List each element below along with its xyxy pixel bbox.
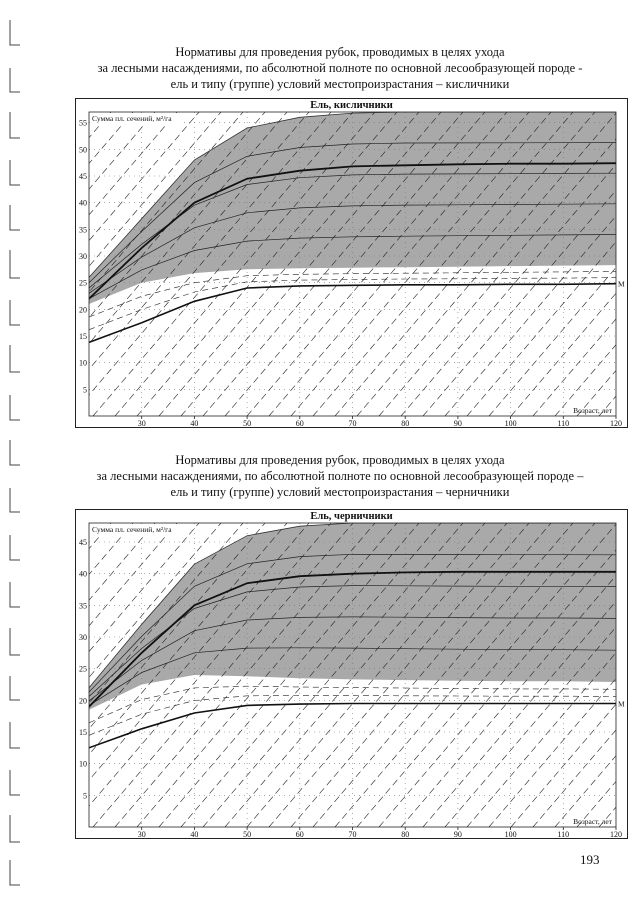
chart-spruce-oxalis xyxy=(75,98,628,428)
x-tick-label: 110 xyxy=(557,419,570,428)
binder-edge-marks-drawing xyxy=(0,0,30,905)
x-tick-label: 80 xyxy=(401,830,410,839)
chart-svg xyxy=(75,98,628,428)
x-tick-label: 30 xyxy=(137,830,146,839)
x-tick-label: 120 xyxy=(610,830,622,839)
y-tick-label: 10 xyxy=(79,358,87,368)
x-tick-label: 60 xyxy=(295,419,304,428)
y-tick-label: 5 xyxy=(83,385,87,395)
series-minimum-line xyxy=(89,704,616,748)
chart-heading-2 xyxy=(60,452,620,500)
x-tick-label: 70 xyxy=(348,419,357,428)
y-axis-label: Сумма пл. сечений, м²/га xyxy=(92,114,172,123)
y-tick-label: 50 xyxy=(79,145,87,155)
x-axis-label: Возраст, лет xyxy=(573,406,612,415)
x-tick-label: 50 xyxy=(243,419,252,428)
plot-area xyxy=(75,523,628,827)
heading-line: за лесными насаждениями, по абсолютной полноте по основной лесообразующей породе - xyxy=(97,61,583,75)
y-tick-label: 45 xyxy=(79,172,87,181)
x-tick-label: 100 xyxy=(504,419,517,428)
y-tick-label: 25 xyxy=(79,278,87,288)
chart-heading-1 xyxy=(60,44,620,92)
heading-line: ель и типу (группе) условий местопроизрастания – черничники xyxy=(170,485,510,499)
y-tick-label: 35 xyxy=(79,601,87,611)
x-tick-label: 80 xyxy=(401,419,410,428)
curve-end-label: M xyxy=(618,279,625,289)
y-tick-label: 10 xyxy=(79,759,87,769)
y-tick-label: 15 xyxy=(79,332,87,341)
page-number: 193 xyxy=(580,852,600,867)
x-axis-label: Возраст, лет xyxy=(573,817,612,826)
y-axis-label: Сумма пл. сечений, м²/га xyxy=(92,525,172,534)
y-tick-label: 35 xyxy=(79,225,87,235)
heading-line: ель и типу (группе) условий местопроизрастания – кисличники xyxy=(170,77,510,91)
x-tick-label: 90 xyxy=(453,419,462,428)
y-tick-label: 5 xyxy=(83,791,87,801)
x-tick-label: 70 xyxy=(348,830,357,839)
x-tick-label: 90 xyxy=(453,830,462,839)
y-tick-label: 40 xyxy=(79,198,87,208)
binder-edge-marks xyxy=(0,0,30,905)
x-tick-label: 50 xyxy=(243,830,252,839)
curve-end-label: M xyxy=(618,699,625,709)
x-tick-label: 40 xyxy=(190,830,199,839)
y-tick-label: 20 xyxy=(79,305,87,315)
y-tick-label: 40 xyxy=(79,569,87,579)
chart-title: Ель, черничники xyxy=(310,511,393,522)
y-tick-label: 30 xyxy=(79,633,87,642)
x-tick-label: 30 xyxy=(137,419,146,428)
x-tick-label: 40 xyxy=(190,419,199,428)
y-tick-label: 25 xyxy=(79,664,87,674)
heading-line: Нормативы для проведения рубок, проводимых в целях ухода xyxy=(175,45,505,59)
x-tick-label: 110 xyxy=(557,830,570,839)
y-tick-label: 20 xyxy=(79,696,87,706)
heading-line: за лесными насаждениями, по абсолютной полноте по основной лесообразующей породе – xyxy=(96,469,584,483)
x-tick-label: 60 xyxy=(295,830,304,839)
x-tick-label: 120 xyxy=(610,419,622,428)
y-tick-label: 45 xyxy=(79,538,87,547)
plot-area xyxy=(75,112,628,416)
heading-line: Нормативы для проведения рубок, проводимых в целях ухода xyxy=(175,453,505,467)
chart-svg xyxy=(75,509,628,839)
lower-isolines xyxy=(89,271,616,329)
chart-spruce-bilberry xyxy=(75,509,628,839)
y-tick-label: 55 xyxy=(79,118,87,128)
chart-title: Ель, кисличники xyxy=(310,100,393,111)
y-tick-label: 30 xyxy=(79,252,87,261)
y-tick-label: 15 xyxy=(79,728,87,737)
x-tick-label: 100 xyxy=(504,830,517,839)
